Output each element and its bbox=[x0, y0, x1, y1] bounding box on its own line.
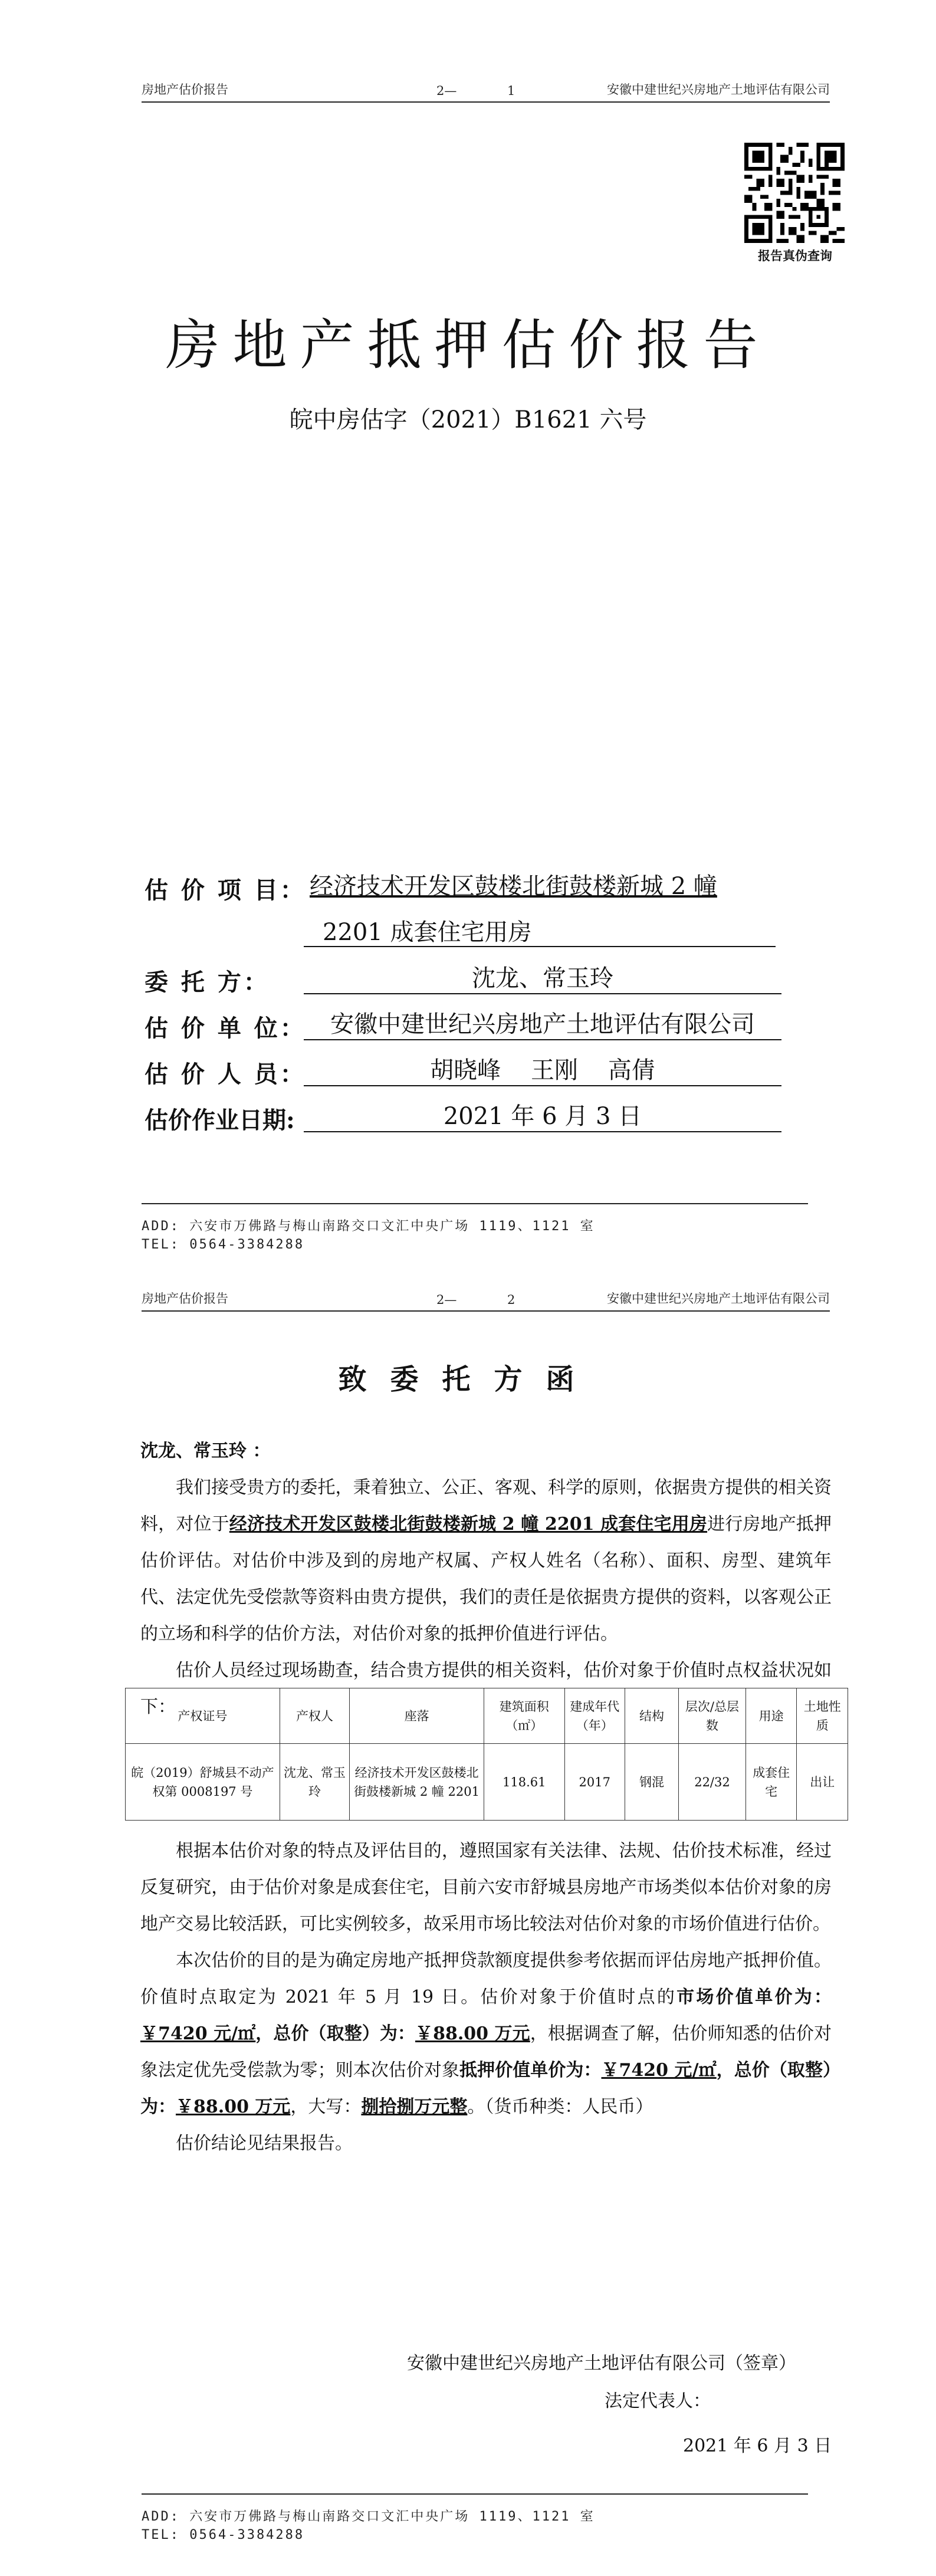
table-cell: 沈龙、常玉玲 bbox=[280, 1744, 349, 1821]
para4-total-label: ，总价（取整）为： bbox=[255, 2023, 416, 2044]
table-header: 建成年代（年） bbox=[564, 1688, 625, 1744]
letter-body-bottom bbox=[140, 1833, 832, 2162]
page-header bbox=[142, 83, 830, 103]
table-header: 用途 bbox=[745, 1688, 797, 1744]
table-cell: 2017 bbox=[564, 1744, 625, 1821]
footer-address: ADD: 六安市万佛路与梅山南路交口文汇中央广场 1119、1121 室 bbox=[142, 1219, 595, 1234]
field-work-date-value: 2021 年 6 月 3 日 bbox=[304, 1102, 781, 1132]
para4-text-a: 本次估价的目的是为确定房地产抵押贷款额度提供参考依据而评估房地产抵押价值。价值时点取定为 2021 年 5 月 19 日。估价对象于价值时点的 bbox=[140, 1950, 832, 2007]
header-right: 安徽中建世纪兴房地产土地评估有限公司 bbox=[607, 1292, 830, 1306]
qr-code-icon[interactable] bbox=[744, 143, 845, 243]
report-title: 房地产抵押估价报告 bbox=[165, 314, 771, 377]
footer-rule bbox=[142, 1203, 808, 1204]
property-table bbox=[125, 1688, 848, 1821]
table-header: 产权人 bbox=[280, 1688, 349, 1744]
header-left: 房地产估价报告 bbox=[142, 1292, 228, 1306]
para1-property: 经济技术开发区鼓楼北街鼓楼新城 2 幢 2201 成套住宅用房 bbox=[229, 1514, 708, 1535]
header-page-number: 2 bbox=[507, 1293, 515, 1307]
table-cell: 皖（2019）舒城县不动产权第 0008197 号 bbox=[126, 1744, 280, 1821]
table-header: 座落 bbox=[350, 1688, 484, 1744]
header-left: 房地产估价报告 bbox=[142, 83, 228, 97]
header-right: 安徽中建世纪兴房地产土地评估有限公司 bbox=[607, 83, 830, 97]
table-header: 层次/总层数 bbox=[679, 1688, 746, 1744]
header-page-number: 1 bbox=[507, 84, 515, 98]
signature-representative: 法定代表人： bbox=[605, 2391, 711, 2411]
table-header: 结构 bbox=[625, 1688, 678, 1744]
table-cell: 22/32 bbox=[679, 1744, 746, 1821]
footer-tel: TEL: 0564-3384288 bbox=[142, 2528, 305, 2542]
paragraph-1 bbox=[140, 1470, 832, 1652]
table-cell: 118.61 bbox=[484, 1744, 564, 1821]
field-appraisers-value: 胡晓峰 王刚 高倩 bbox=[304, 1056, 781, 1086]
table-cell: 经济技术开发区鼓楼北街鼓楼新城 2 幢 2201 bbox=[350, 1744, 484, 1821]
para4-text-m: 。（货币种类：人民币） bbox=[467, 2097, 653, 2117]
header-mid: 2— bbox=[436, 1293, 457, 1307]
para4-market-unit-price: ￥7420 元/㎡ bbox=[140, 2023, 256, 2044]
footer-tel: TEL: 0564-3384288 bbox=[142, 1237, 305, 1252]
letter-page bbox=[0, 1292, 936, 2576]
field-appraisers-label: 估 价 人 员： bbox=[144, 1060, 306, 1088]
header-mid: 2— bbox=[436, 84, 457, 98]
para4-amount-in-words: 捌拾捌万元整 bbox=[361, 2097, 468, 2117]
table-header: 土地性质 bbox=[797, 1688, 848, 1744]
table-row bbox=[126, 1744, 848, 1821]
field-client-value: 沈龙、常玉玲 bbox=[304, 964, 781, 994]
table-cell: 钢混 bbox=[625, 1744, 678, 1821]
signature-date: 2021 年 6 月 3 日 bbox=[683, 2436, 832, 2456]
paragraph-5: 估价结论见结果报告。 bbox=[176, 2133, 353, 2154]
qr-caption: 报告真伪查询 bbox=[758, 248, 832, 263]
para4-text-f: ，根据调查了解，估价师知悉的估价对象法定优先受偿款为零；则本次估价对象 bbox=[140, 2023, 832, 2081]
paragraph-3: 根据本估价对象的特点及评估目的，遵照国家有关法律、法规、估价技术标准，经过反复研究，由于估价对象是成套住宅，目前六安市舒城县房地产市场类似本估价对象的房地产交易比较活跃，可比实例较多，故采用市场比较法对估价对象的市场价值进行估价。 bbox=[140, 1841, 832, 1934]
para4-mortgage-unit-price: ￥7420 元/㎡ bbox=[601, 2060, 717, 2081]
footer-address: ADD: 六安市万佛路与梅山南路交口文汇中央广场 1119、1121 室 bbox=[142, 2509, 595, 2524]
letter-body-top bbox=[140, 1433, 832, 1726]
report-number: 皖中房估字（2021）B1621 六号 bbox=[289, 406, 647, 433]
para1-text-c: 进行房地产抵押估价评估。对估价中涉及到的房地产权属、产权人姓名（名称）、面积、房型、建筑年代、法定优先受偿款等资料由贵方提供，我们的责任是依据贵方提供的资料，以客观公正的立场和科学的估价方法，对估价对象的抵押价值进行评估。 bbox=[140, 1514, 832, 1644]
para4-total-label-2: ，总价（取整）为： bbox=[140, 2060, 832, 2117]
para1-text-a: 我们接受贵方的委托，秉着独立、公正、客观、科学的原则，依据贵方提供的相关资料，对位于 bbox=[140, 1477, 832, 1535]
page-header bbox=[142, 1292, 830, 1312]
field-appraiser-org-value: 安徽中建世纪兴房地产土地评估有限公司 bbox=[304, 1010, 781, 1040]
paragraph-2: 估价人员经过现场勘查，结合贵方提供的相关资料，估价对象于价值时点权益状况如下： bbox=[140, 1660, 832, 1717]
table-cell: 成套住宅 bbox=[745, 1744, 797, 1821]
table-cell: 出让 bbox=[797, 1744, 848, 1821]
field-project-value: 经济技术开发区鼓楼北街鼓楼新城 2 幢 bbox=[310, 873, 717, 900]
letter-title: 致委托方函 bbox=[338, 1363, 598, 1396]
table-header: 产权证号 bbox=[126, 1688, 280, 1744]
table-header: 建筑面积（㎡） bbox=[484, 1688, 564, 1744]
field-work-date-label: 估价作业日期: bbox=[144, 1106, 295, 1134]
para4-mortgage-label: 抵押价值单价为： bbox=[459, 2060, 602, 2081]
para4-mortgage-total: ￥88.00 万元 bbox=[176, 2097, 291, 2117]
field-client-label: 委 托 方： bbox=[144, 968, 270, 996]
para4-market-total: ￥88.00 万元 bbox=[415, 2023, 530, 2044]
para4-market-label: 市场价值单价为： bbox=[676, 1987, 832, 2007]
signature-company: 安徽中建世纪兴房地产土地评估有限公司（签章） bbox=[407, 2353, 796, 2374]
footer-rule bbox=[142, 2493, 808, 2495]
salutation: 沈龙、常玉玲 ： bbox=[140, 1441, 271, 1461]
field-appraiser-org-label: 估 价 单 位： bbox=[144, 1014, 306, 1042]
field-project-label: 估 价 项 目： bbox=[144, 876, 306, 904]
para4-text-k: ，大写： bbox=[290, 2097, 362, 2117]
field-project-value-line2: 2201 成套住宅用房 bbox=[304, 918, 776, 947]
paragraph-4 bbox=[140, 1943, 832, 2125]
